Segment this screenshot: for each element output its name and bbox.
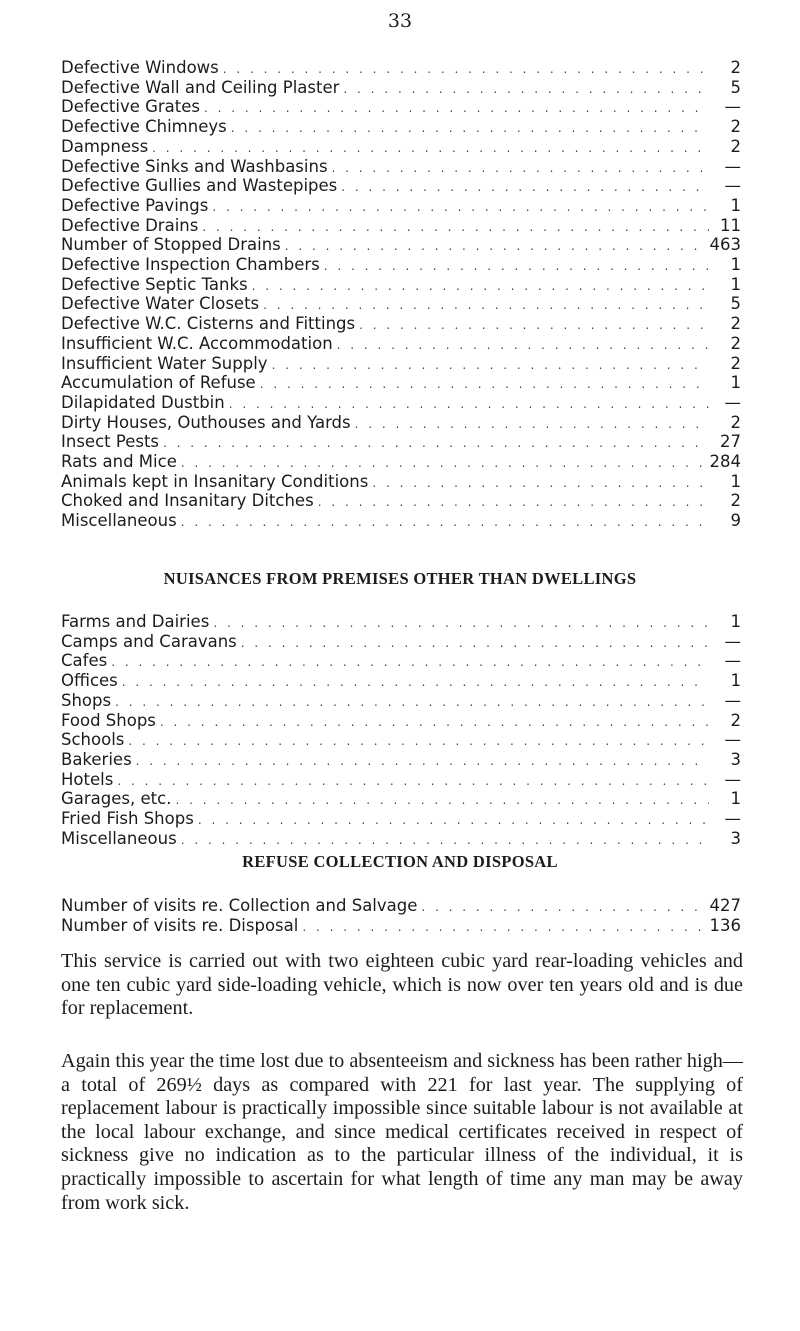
refuse-heading: REFUSE COLLECTION AND DISPOSAL [242, 852, 558, 871]
item-label: Defective Wall and Ceiling Plaster [61, 77, 340, 97]
item-label: Offices [61, 671, 118, 691]
item-value: — [724, 392, 741, 412]
list-item [61, 712, 741, 732]
item-value: 5 [730, 77, 741, 97]
list-item [61, 295, 741, 315]
list-item [61, 315, 741, 335]
item-value: 1 [730, 373, 741, 393]
list-item [61, 197, 741, 217]
nuisances-list [61, 613, 741, 849]
item-label: Defective Chimneys [61, 117, 227, 137]
list-item [61, 374, 741, 394]
item-label: Defective Windows [61, 58, 219, 77]
item-value: — [724, 631, 741, 651]
item-value: 1 [730, 274, 741, 294]
item-value: — [724, 809, 741, 829]
list-item [61, 897, 741, 917]
list-item [61, 256, 741, 276]
item-label: Number of Stopped Drains [61, 235, 281, 255]
item-value: 1 [730, 471, 741, 491]
item-value: 11 [720, 215, 741, 235]
item-label: Food Shops [61, 710, 156, 730]
list-item [61, 830, 741, 850]
item-value: — [724, 730, 741, 750]
item-value: 284 [709, 452, 741, 472]
item-label: Defective Grates [61, 97, 201, 117]
list-item [61, 613, 741, 633]
list-item [61, 453, 741, 473]
list-item [61, 276, 741, 296]
list-item [61, 394, 741, 414]
item-value: 5 [730, 294, 741, 314]
list-item [61, 158, 741, 178]
item-label: Miscellaneous [61, 511, 177, 531]
item-label: Defective Pavings [61, 195, 209, 215]
item-value: 2 [730, 117, 741, 137]
item-label: Accumulation of Refuse [61, 373, 256, 393]
list-item [61, 414, 741, 434]
list-item [61, 433, 741, 453]
item-label: Cafes [61, 651, 108, 671]
item-label: Defective Sinks and Washbasins [61, 156, 328, 176]
item-label: Farms and Dairies [61, 612, 210, 631]
item-value: 3 [730, 749, 741, 769]
item-label: Defective W.C. Cisterns and Fittings [61, 314, 356, 334]
item-label: Number of visits re. Disposal [61, 915, 299, 935]
list-item [61, 917, 741, 937]
item-label: Defective Inspection Chambers [61, 255, 320, 275]
item-label: Miscellaneous [61, 828, 177, 848]
list-item [61, 692, 741, 712]
nuisances-heading: NUISANCES FROM PREMISES OTHER THAN DWELLINGS [163, 569, 637, 588]
item-value: 27 [720, 432, 741, 452]
item-label: Hotels [61, 769, 114, 789]
item-value: 2 [730, 58, 741, 77]
page-number: 33 [387, 10, 413, 32]
item-value: 2 [730, 710, 741, 730]
item-label: Shops [61, 690, 112, 710]
item-label: Defective Gullies and Wastepipes [61, 176, 338, 196]
item-label: Schools [61, 730, 125, 750]
item-label: Insufficient Water Supply [61, 353, 268, 373]
item-value: — [724, 97, 741, 117]
paragraph-absenteeism: Again this year the time lost due to absenteeism and sickness has been rather high—a total of 269½ days as compared with 221 for last year. The supplying of replacement labour is practically impossible since suitable labour is not available at the local labour exchange, and since medical certificates received in respect of sickness give no indication as to the particular illness of the individual, it is practically impossible to ascertain for what length of time any man may be away from work sick. [61, 1050, 743, 1214]
list-item [61, 118, 741, 138]
item-label: Fried Fish Shops [61, 809, 194, 829]
item-label: Dampness [61, 136, 149, 156]
list-item [61, 138, 741, 158]
item-label: Garages, etc. [61, 789, 172, 809]
item-label: Animals kept in Insanitary Conditions [61, 471, 369, 491]
item-value: 463 [709, 235, 741, 255]
item-label: Insect Pests [61, 432, 160, 452]
item-label: Insufficient W.C. Accommodation [61, 333, 333, 353]
defects-list [61, 59, 741, 532]
list-item [61, 672, 741, 692]
list-item [61, 177, 741, 197]
item-value: 2 [730, 314, 741, 334]
list-item [61, 355, 741, 375]
list-item [61, 236, 741, 256]
item-label: Number of visits re. Collection and Salvage [61, 896, 418, 915]
item-value: 1 [730, 255, 741, 275]
item-value: 1 [730, 195, 741, 215]
item-value: 1 [730, 612, 741, 631]
list-item [61, 731, 741, 751]
item-value: 2 [730, 353, 741, 373]
list-item [61, 810, 741, 830]
item-label: Bakeries [61, 749, 132, 769]
item-value: — [724, 156, 741, 176]
item-value: — [724, 769, 741, 789]
item-value: 9 [730, 511, 741, 531]
list-item [61, 59, 741, 79]
list-item [61, 98, 741, 118]
item-label: Defective Water Closets [61, 294, 260, 314]
refuse-list [61, 897, 741, 936]
paragraph-vehicles: This service is carried out with two eighteen cubic yard rear-loading vehicles and one ten cubic yard side-loading vehicle, which is now over ten years old and is due for replacement. [61, 950, 743, 1020]
list-item [61, 652, 741, 672]
list-item [61, 771, 741, 791]
item-label: Camps and Caravans [61, 631, 237, 651]
list-item [61, 335, 741, 355]
item-value: 2 [730, 136, 741, 156]
item-value: — [724, 176, 741, 196]
item-value: 1 [730, 789, 741, 809]
list-item [61, 217, 741, 237]
item-value: 2 [730, 333, 741, 353]
item-value: 136 [709, 915, 741, 935]
item-value: 1 [730, 671, 741, 691]
list-item [61, 512, 741, 532]
list-item [61, 492, 741, 512]
item-label: Defective Septic Tanks [61, 274, 248, 294]
item-label: Rats and Mice [61, 452, 177, 472]
list-item [61, 633, 741, 653]
item-label: Defective Drains [61, 215, 199, 235]
item-value: — [724, 651, 741, 671]
list-item [61, 790, 741, 810]
item-label: Dilapidated Dustbin [61, 392, 225, 412]
item-value: 427 [709, 896, 741, 915]
item-value: 3 [730, 828, 741, 848]
list-item [61, 79, 741, 99]
item-value: 2 [730, 491, 741, 511]
list-item [61, 473, 741, 493]
item-value: 2 [730, 412, 741, 432]
item-label: Choked and Insanitary Ditches [61, 491, 314, 511]
item-value: — [724, 690, 741, 710]
list-item [61, 751, 741, 771]
item-label: Dirty Houses, Outhouses and Yards [61, 412, 351, 432]
